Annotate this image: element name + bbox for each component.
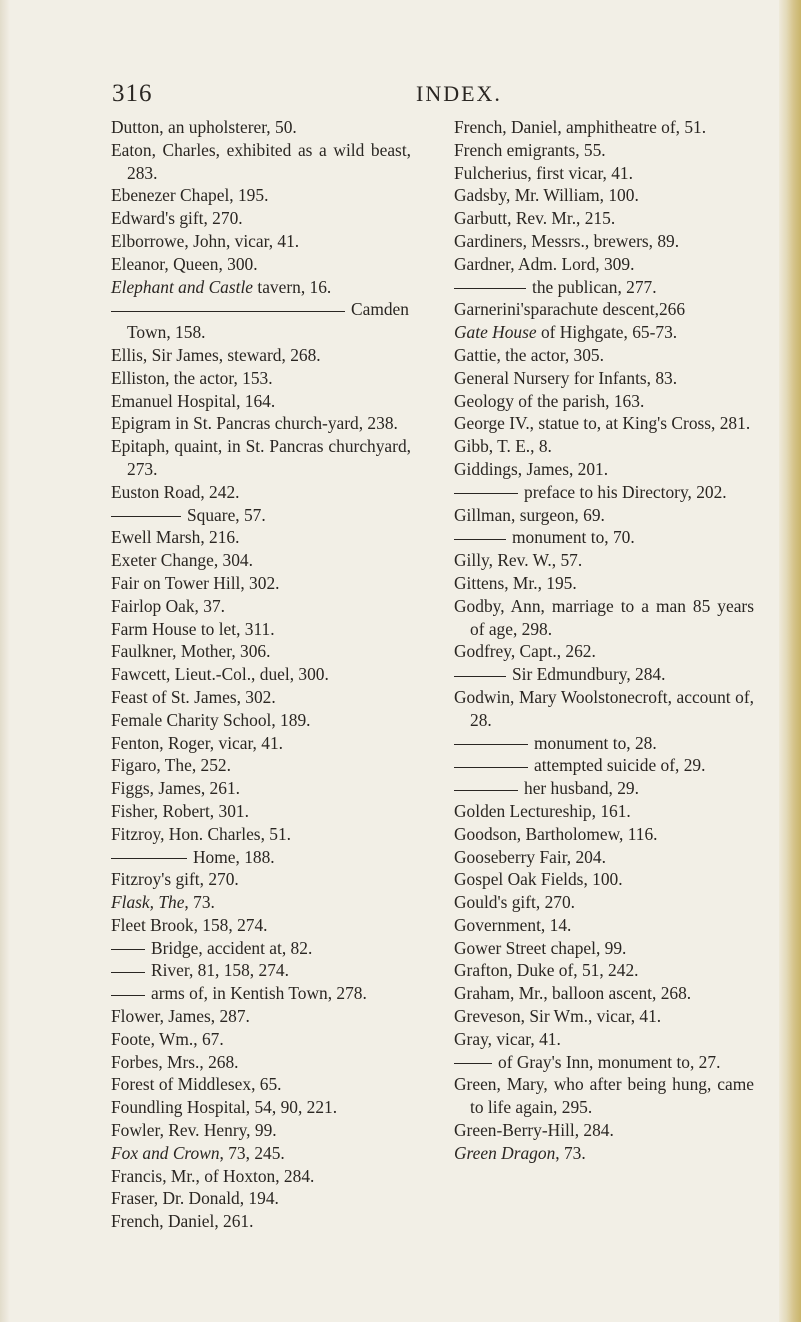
index-entry bbox=[111, 1051, 411, 1074]
entry-text: Godfrey, Capt., 262. bbox=[454, 641, 596, 662]
entry-text: Godby, Ann, marriage to a man 85 years of age, 298. bbox=[454, 595, 754, 639]
index-entry bbox=[454, 595, 754, 641]
running-head-title: INDEX. bbox=[416, 81, 502, 106]
ditto-rule bbox=[454, 744, 528, 745]
entry-text: monument to, 28. bbox=[534, 732, 657, 753]
entry-text: Foote, Wm., 67. bbox=[111, 1028, 224, 1049]
entry-text: Dutton, an upholsterer, 50. bbox=[111, 117, 297, 137]
entry-text: Garbutt, Rev. Mr., 215. bbox=[454, 208, 616, 229]
index-entry bbox=[454, 116, 754, 139]
index-entry bbox=[454, 139, 754, 162]
ditto-rule bbox=[454, 539, 506, 540]
entry-text: Gardner, Adm. Lord, 309. bbox=[454, 253, 635, 274]
index-entry bbox=[111, 253, 411, 276]
entry-text: Grafton, Duke of, 51, 242. bbox=[454, 960, 639, 981]
entry-text: Epigram in St. Pancras church-yard, 238. bbox=[111, 413, 398, 434]
index-entry bbox=[111, 640, 411, 663]
index-entry bbox=[454, 868, 754, 891]
entry-text: of Highgate, 65-73. bbox=[536, 322, 678, 343]
index-entry bbox=[454, 1119, 754, 1142]
entry-text: Fair on Tower Hill, 302. bbox=[111, 572, 280, 593]
entry-text: Gittens, Mr., 195. bbox=[454, 572, 577, 593]
index-entry bbox=[454, 663, 754, 686]
entry-text: River, 81, 158, 274. bbox=[151, 960, 289, 981]
index-entry bbox=[111, 116, 411, 139]
entry-text: Figgs, James, 261. bbox=[111, 778, 240, 799]
index-entry bbox=[454, 732, 754, 755]
index-entry bbox=[454, 846, 754, 869]
entry-text: Gould's gift, 270. bbox=[454, 892, 576, 913]
entry-text: Elliston, the actor, 153. bbox=[111, 367, 273, 388]
ditto-rule bbox=[111, 972, 145, 973]
entry-text: Sir Edmundbury, 284. bbox=[512, 664, 666, 685]
running-header bbox=[0, 80, 780, 108]
index-entry bbox=[454, 207, 754, 230]
index-entry bbox=[111, 207, 411, 230]
index-entry bbox=[111, 823, 411, 846]
entry-text: Golden Lectureship, 161. bbox=[454, 800, 631, 821]
entry-text: , 73, 245. bbox=[219, 1142, 285, 1163]
index-entry bbox=[111, 686, 411, 709]
ditto-rule bbox=[111, 311, 345, 312]
index-entry bbox=[111, 276, 411, 299]
index-entry bbox=[111, 1165, 411, 1188]
entry-text: Forest of Middlesex, 65. bbox=[111, 1074, 282, 1095]
entry-text: Fitzroy's gift, 270. bbox=[111, 869, 239, 890]
entry-text: French, Daniel, amphitheatre of, 51. bbox=[454, 117, 707, 137]
index-entry bbox=[111, 435, 411, 481]
index-entry bbox=[454, 1028, 754, 1051]
index-entry bbox=[111, 732, 411, 755]
index-entry bbox=[454, 458, 754, 481]
entry-text: Eleanor, Queen, 300. bbox=[111, 253, 258, 274]
entry-text: French emigrants, 55. bbox=[454, 139, 606, 160]
entry-text: Camden Town, 158. bbox=[127, 299, 409, 343]
index-entry bbox=[111, 572, 411, 595]
entry-text: Gower Street chapel, 99. bbox=[454, 937, 627, 958]
entry-text: Euston Road, 242. bbox=[111, 481, 240, 502]
ditto-rule bbox=[454, 1063, 492, 1064]
ditto-rule bbox=[454, 493, 518, 494]
index-entry bbox=[454, 367, 754, 390]
index-entry bbox=[454, 321, 754, 344]
index-entry bbox=[454, 184, 754, 207]
index-entry bbox=[454, 959, 754, 982]
entry-text: tavern, 16. bbox=[253, 276, 332, 297]
entry-text: French, Daniel, 261. bbox=[111, 1211, 254, 1232]
entry-text: Giddings, James, 201. bbox=[454, 458, 609, 479]
index-entry bbox=[111, 1028, 411, 1051]
entry-text: Geology of the parish, 163. bbox=[454, 390, 645, 411]
ditto-rule bbox=[454, 790, 518, 791]
index-entry bbox=[454, 754, 754, 777]
entry-text: , 73. bbox=[184, 892, 215, 913]
index-entry bbox=[454, 162, 754, 185]
ditto-rule bbox=[111, 858, 187, 859]
index-entry bbox=[111, 891, 411, 914]
entry-text: Exeter Change, 304. bbox=[111, 550, 253, 571]
index-entry bbox=[111, 937, 411, 960]
entry-text: Gardiners, Messrs., brewers, 89. bbox=[454, 230, 680, 251]
entry-text: Figaro, The, 252. bbox=[111, 755, 231, 776]
index-entry bbox=[111, 390, 411, 413]
index-entry bbox=[454, 344, 754, 367]
entry-text: attempted suicide of, 29. bbox=[534, 755, 706, 776]
entry-text: of Gray's Inn, monument to, 27. bbox=[498, 1051, 721, 1072]
index-entry bbox=[454, 914, 754, 937]
entry-text: Farm House to let, 311. bbox=[111, 618, 275, 639]
index-entry bbox=[111, 1005, 411, 1028]
entry-text: Government, 14. bbox=[454, 914, 572, 935]
entry-text: Forbes, Mrs., 268. bbox=[111, 1051, 239, 1072]
entry-text: Gilly, Rev. W., 57. bbox=[454, 550, 583, 571]
page-edge bbox=[779, 0, 801, 1322]
ditto-rule bbox=[111, 995, 145, 996]
index-entry bbox=[454, 800, 754, 823]
index-entry bbox=[111, 595, 411, 618]
index-entry bbox=[111, 846, 411, 869]
index-entry bbox=[111, 800, 411, 823]
index-entry bbox=[454, 572, 754, 595]
entry-text: General Nursery for Infants, 83. bbox=[454, 367, 678, 388]
entry-text: Fowler, Rev. Henry, 99. bbox=[111, 1120, 277, 1141]
entry-text: Home, 188. bbox=[193, 846, 275, 867]
entry-text: Female Charity School, 189. bbox=[111, 709, 311, 730]
entry-text: Foundling Hospital, 54, 90, 221. bbox=[111, 1097, 338, 1118]
entry-text: Bridge, accident at, 82. bbox=[151, 937, 313, 958]
italic-title: Elephant and Castle bbox=[111, 276, 254, 297]
index-column-right bbox=[454, 116, 754, 1165]
entry-text: Ewell Marsh, 216. bbox=[111, 527, 240, 548]
entry-text: Flower, James, 287. bbox=[111, 1006, 250, 1027]
index-entry bbox=[454, 891, 754, 914]
index-entry bbox=[454, 435, 754, 458]
italic-title: Green Dragon bbox=[454, 1142, 556, 1163]
index-entry bbox=[111, 139, 411, 185]
index-entry bbox=[111, 709, 411, 732]
index-entry bbox=[454, 686, 754, 732]
index-entry bbox=[111, 504, 411, 527]
index-entry bbox=[111, 412, 411, 435]
index-entry bbox=[111, 1119, 411, 1142]
entry-text: , 73. bbox=[555, 1142, 586, 1163]
index-entry bbox=[111, 1073, 411, 1096]
italic-title: Gate House bbox=[454, 322, 537, 343]
index-entry bbox=[111, 549, 411, 572]
entry-text: Ellis, Sir James, steward, 268. bbox=[111, 344, 321, 365]
entry-text: Fenton, Roger, vicar, 41. bbox=[111, 732, 283, 753]
entry-text: Elborrowe, John, vicar, 41. bbox=[111, 230, 300, 251]
entry-text: Fawcett, Lieut.-Col., duel, 300. bbox=[111, 664, 329, 685]
ditto-rule bbox=[454, 767, 528, 768]
index-entry bbox=[111, 868, 411, 891]
index-column-left bbox=[111, 116, 411, 1233]
entry-text: monument to, 70. bbox=[512, 527, 635, 548]
entry-text: Faulkner, Mother, 306. bbox=[111, 641, 271, 662]
index-entry bbox=[454, 230, 754, 253]
index-entry bbox=[111, 1210, 411, 1233]
index-entry bbox=[111, 1096, 411, 1119]
entry-text: Fulcherius, first vicar, 41. bbox=[454, 162, 633, 183]
index-entry bbox=[454, 253, 754, 276]
entry-text: Garnerini'sparachute descent,266 bbox=[454, 299, 686, 320]
italic-title: Flask, The bbox=[111, 892, 185, 913]
index-entry bbox=[454, 276, 754, 299]
index-entry bbox=[454, 777, 754, 800]
entry-text: Fraser, Dr. Donald, 194. bbox=[111, 1188, 279, 1209]
entry-text: Fairlop Oak, 37. bbox=[111, 595, 225, 616]
index-entry bbox=[111, 618, 411, 641]
page-number: 316 bbox=[112, 80, 153, 107]
index-entry bbox=[454, 481, 754, 504]
index-entry bbox=[454, 298, 754, 321]
entry-text: Gillman, surgeon, 69. bbox=[454, 504, 605, 525]
index-entry bbox=[111, 777, 411, 800]
index-entry bbox=[111, 1142, 411, 1165]
index-entry bbox=[454, 1051, 754, 1074]
index-entry bbox=[454, 549, 754, 572]
entry-text: Gospel Oak Fields, 100. bbox=[454, 869, 623, 890]
index-entry bbox=[454, 1073, 754, 1119]
entry-text: Francis, Mr., of Hoxton, 284. bbox=[111, 1165, 315, 1186]
entry-text: Greveson, Sir Wm., vicar, 41. bbox=[454, 1006, 662, 1027]
entry-text: Square, 57. bbox=[187, 504, 266, 525]
entry-text: Green-Berry-Hill, 284. bbox=[454, 1120, 614, 1141]
entry-text: Eaton, Charles, exhibited as a wild beast, 283. bbox=[111, 139, 411, 183]
entry-text: Fisher, Robert, 301. bbox=[111, 800, 249, 821]
ditto-rule bbox=[111, 949, 145, 950]
entry-text: Ebenezer Chapel, 195. bbox=[111, 185, 269, 206]
index-entry bbox=[454, 504, 754, 527]
index-entry bbox=[111, 184, 411, 207]
index-entry bbox=[111, 1187, 411, 1210]
entry-text: Emanuel Hospital, 164. bbox=[111, 390, 276, 411]
entry-text: Goodson, Bartholomew, 116. bbox=[454, 823, 658, 844]
italic-title: Fox and Crown bbox=[111, 1142, 220, 1163]
index-entry bbox=[111, 367, 411, 390]
index-entry bbox=[111, 344, 411, 367]
entry-text: her husband, 29. bbox=[524, 778, 639, 799]
index-entry bbox=[454, 412, 754, 435]
index-entry bbox=[454, 823, 754, 846]
ditto-rule bbox=[454, 676, 506, 677]
entry-text: Gattie, the actor, 305. bbox=[454, 344, 604, 365]
index-entry bbox=[111, 298, 411, 344]
index-entry bbox=[111, 754, 411, 777]
index-entry bbox=[111, 982, 411, 1005]
entry-text: Fleet Brook, 158, 274. bbox=[111, 914, 268, 935]
entry-text: Gadsby, Mr. William, 100. bbox=[454, 185, 639, 206]
entry-text: arms of, in Kentish Town, 278. bbox=[151, 983, 367, 1004]
index-entry bbox=[111, 526, 411, 549]
index-entry bbox=[111, 959, 411, 982]
ditto-rule bbox=[454, 288, 526, 289]
index-entry bbox=[454, 640, 754, 663]
entry-text: Graham, Mr., balloon ascent, 268. bbox=[454, 983, 692, 1004]
entry-text: Fitzroy, Hon. Charles, 51. bbox=[111, 823, 292, 844]
index-entry bbox=[111, 230, 411, 253]
index-entry bbox=[454, 937, 754, 960]
entry-text: the publican, 277. bbox=[532, 276, 657, 297]
index-entry bbox=[111, 663, 411, 686]
entry-text: Edward's gift, 270. bbox=[111, 208, 243, 229]
index-entry bbox=[454, 1142, 754, 1165]
entry-text: Godwin, Mary Woolstonecroft, account of, 28. bbox=[454, 686, 754, 730]
entry-text: preface to his Directory, 202. bbox=[524, 481, 727, 502]
entry-text: Gooseberry Fair, 204. bbox=[454, 846, 606, 867]
index-entry bbox=[454, 982, 754, 1005]
page-gutter bbox=[0, 0, 10, 1322]
index-entry bbox=[454, 526, 754, 549]
entry-text: Epitaph, quaint, in St. Pancras churchyard, 273. bbox=[111, 436, 411, 479]
index-entry bbox=[454, 1005, 754, 1028]
index-entry bbox=[111, 481, 411, 504]
index-entry bbox=[111, 914, 411, 937]
entry-text: Gray, vicar, 41. bbox=[454, 1028, 561, 1049]
entry-text: George IV., statue to, at King's Cross, 281. bbox=[454, 413, 751, 434]
ditto-rule bbox=[111, 516, 181, 517]
entry-text: Green, Mary, who after being hung, came to life again, 295. bbox=[454, 1074, 754, 1118]
entry-text: Gibb, T. E., 8. bbox=[454, 436, 552, 457]
entry-text: Feast of St. James, 302. bbox=[111, 686, 276, 707]
index-entry bbox=[454, 390, 754, 413]
